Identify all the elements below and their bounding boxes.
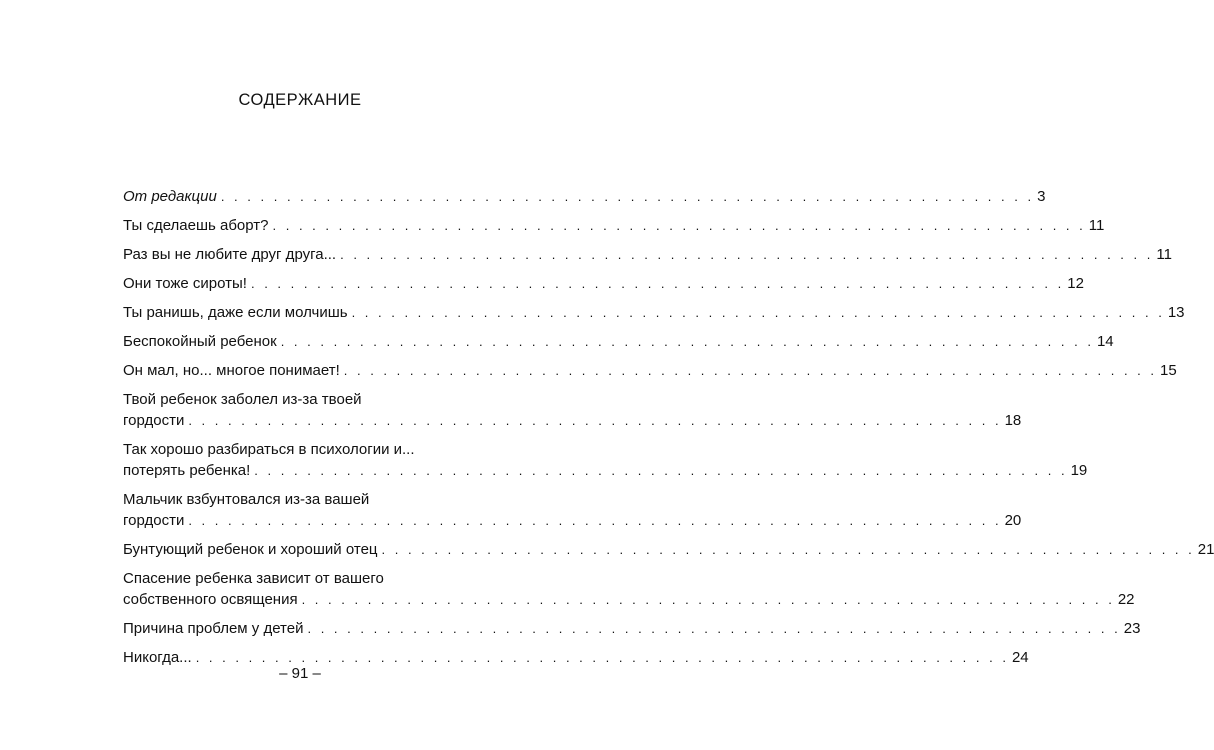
toc-leader-dots: . . . . . . . . . . . . . . . . . . . . . . . . . . . . . . . . . . . . . . . . . . . . . . . . . . . . . . . . . . . . . . (254, 463, 1068, 478)
toc-entry-page: 18 (1004, 412, 1022, 429)
toc-entry-row (123, 360, 1177, 381)
toc-entry (123, 539, 1214, 560)
toc-leader-dots: . . . . . . . . . . . . . . . . . . . . . . . . . . . . . . . . . . . . . . . . . . . . . . . . . . . . . . . . . . . . . . (343, 363, 1158, 378)
toc-entry-page: 14 (1096, 333, 1114, 350)
toc-entry (123, 302, 1185, 323)
toc-entry-title: Он мал, но... многое понимает! (123, 362, 340, 379)
toc-entry (123, 273, 1084, 294)
toc-entry-row (123, 302, 1185, 323)
toc-entry-title-line: Спасение ребенка зависит от вашего (123, 570, 384, 587)
toc-entry-title: Беспокойный ребенок (123, 333, 277, 350)
toc-entry-page: 22 (1117, 591, 1135, 608)
toc-leader-dots: . . . . . . . . . . . . . . . . . . . . . . . . . . . . . . . . . . . . . . . . . . . . . . . . . . . . . . . . . . . . . . (307, 621, 1121, 636)
toc-entry (123, 389, 1022, 431)
toc-entry-row (123, 539, 1214, 560)
toc-entry-page: 19 (1070, 462, 1088, 479)
toc-leader-dots: . . . . . . . . . . . . . . . . . . . . . . . . . . . . . . . . . . . . . . . . . . . . . . . . . . . . . . . . . . . . . . (381, 542, 1195, 557)
toc-leader-dots: . . . . . . . . . . . . . . . . . . . . . . . . . . . . . . . . . . . . . . . . . . . . . . . . . . . . . . . . . . . . . . (340, 247, 1154, 262)
toc-entry (123, 331, 1114, 352)
toc-entry-title: Причина проблем у детей (123, 620, 304, 637)
toc-entry-row (123, 589, 1135, 610)
toc-entry-title: Раз вы не любите друг друга... (123, 246, 337, 263)
toc-entry-row (123, 410, 1022, 431)
toc-leader-dots: . . . . . . . . . . . . . . . . . . . . . . . . . . . . . . . . . . . . . . . . . . . . . . . . . . . . . . . . . . . . . . (280, 334, 1094, 349)
toc-entry-page: 15 (1160, 362, 1177, 379)
toc-entry-row (123, 331, 1114, 352)
toc-entry-page: 3 (1037, 188, 1046, 205)
toc-entry-title: От редакции (123, 188, 217, 205)
toc-entry-title: собственного освящения (123, 591, 298, 608)
toc-entry-page: 20 (1004, 512, 1022, 529)
toc-entry-page: 23 (1123, 620, 1141, 637)
toc-entry-title-line: Так хорошо разбираться в психологии и... (123, 441, 415, 458)
toc-entry-page: 21 (1197, 541, 1214, 558)
toc-entry-title: Никогда... (123, 649, 192, 666)
toc-entry (123, 489, 1022, 531)
toc-entry-title: Ты сделаешь аборт? (123, 217, 269, 234)
toc-entry (123, 244, 1172, 265)
toc-entry-page: 11 (1088, 217, 1105, 234)
toc-entry-row (123, 186, 1046, 207)
toc-entry-page: 12 (1067, 275, 1084, 292)
toc-entry-title: гордости (123, 412, 185, 429)
toc-leader-dots: . . . . . . . . . . . . . . . . . . . . . . . . . . . . . . . . . . . . . . . . . . . . . . . . . . . . . . . . . . . . . . (195, 650, 1009, 665)
toc-entry (123, 360, 1177, 381)
toc-leader-dots: . . . . . . . . . . . . . . . . . . . . . . . . . . . . . . . . . . . . . . . . . . . . . . . . . . . . . . . . . . . . . . (351, 305, 1165, 320)
toc-entry (123, 568, 1135, 610)
toc-leader-dots: . . . . . . . . . . . . . . . . . . . . . . . . . . . . . . . . . . . . . . . . . . . . . . . . . . . . . . . . . . . . . . (301, 592, 1115, 607)
toc-leader-dots: . . . . . . . . . . . . . . . . . . . . . . . . . . . . . . . . . . . . . . . . . . . . . . . . . . . . . . . . . . . . . . (188, 413, 1002, 428)
toc-entry (123, 215, 1105, 236)
toc-entry-page: 13 (1167, 304, 1185, 321)
toc-entry-title: Ты ранишь, даже если молчишь (123, 304, 348, 321)
toc-entry-row (123, 244, 1172, 265)
toc-entry-title: Они тоже сироты! (123, 275, 247, 292)
page-number: – 91 – (279, 665, 321, 682)
toc-entry-title-line: Твой ребенок заболел из-за твоей (123, 391, 362, 408)
toc-leader-dots: . . . . . . . . . . . . . . . . . . . . . . . . . . . . . . . . . . . . . . . . . . . . . . . . . . . . . . . . . . . . . . (250, 276, 1065, 291)
toc-entry-row (123, 273, 1084, 294)
toc-entry-page: 11 (1156, 246, 1172, 263)
toc-entry-title: Бунтующий ребенок и хороший отец (123, 541, 378, 558)
toc-entry-title: потерять ребенка! (123, 462, 251, 479)
page-title: СОДЕРЖАНИЕ (238, 91, 362, 109)
toc-entry-row (123, 618, 1141, 639)
toc-leader-dots: . . . . . . . . . . . . . . . . . . . . . . . . . . . . . . . . . . . . . . . . . . . . . . . . . . . . . . . . . . . . . . (188, 513, 1002, 528)
table-of-contents (123, 186, 1214, 676)
toc-leader-dots: . . . . . . . . . . . . . . . . . . . . . . . . . . . . . . . . . . . . . . . . . . . . . . . . . . . . . . . . . . . . . . (272, 218, 1086, 233)
toc-entry (123, 618, 1141, 639)
toc-entry-title: гордости (123, 512, 185, 529)
toc-entry (123, 439, 1088, 481)
toc-entry-row (123, 215, 1105, 236)
toc-entry-page: 24 (1011, 649, 1029, 666)
toc-entry (123, 186, 1046, 207)
toc-entry-title-line: Мальчик взбунтовался из-за вашей (123, 491, 370, 508)
toc-entry-row (123, 510, 1022, 531)
toc-leader-dots: . . . . . . . . . . . . . . . . . . . . . . . . . . . . . . . . . . . . . . . . . . . . . . . . . . . . . . . . . . . . . . (220, 189, 1035, 204)
toc-entry-row (123, 460, 1088, 481)
